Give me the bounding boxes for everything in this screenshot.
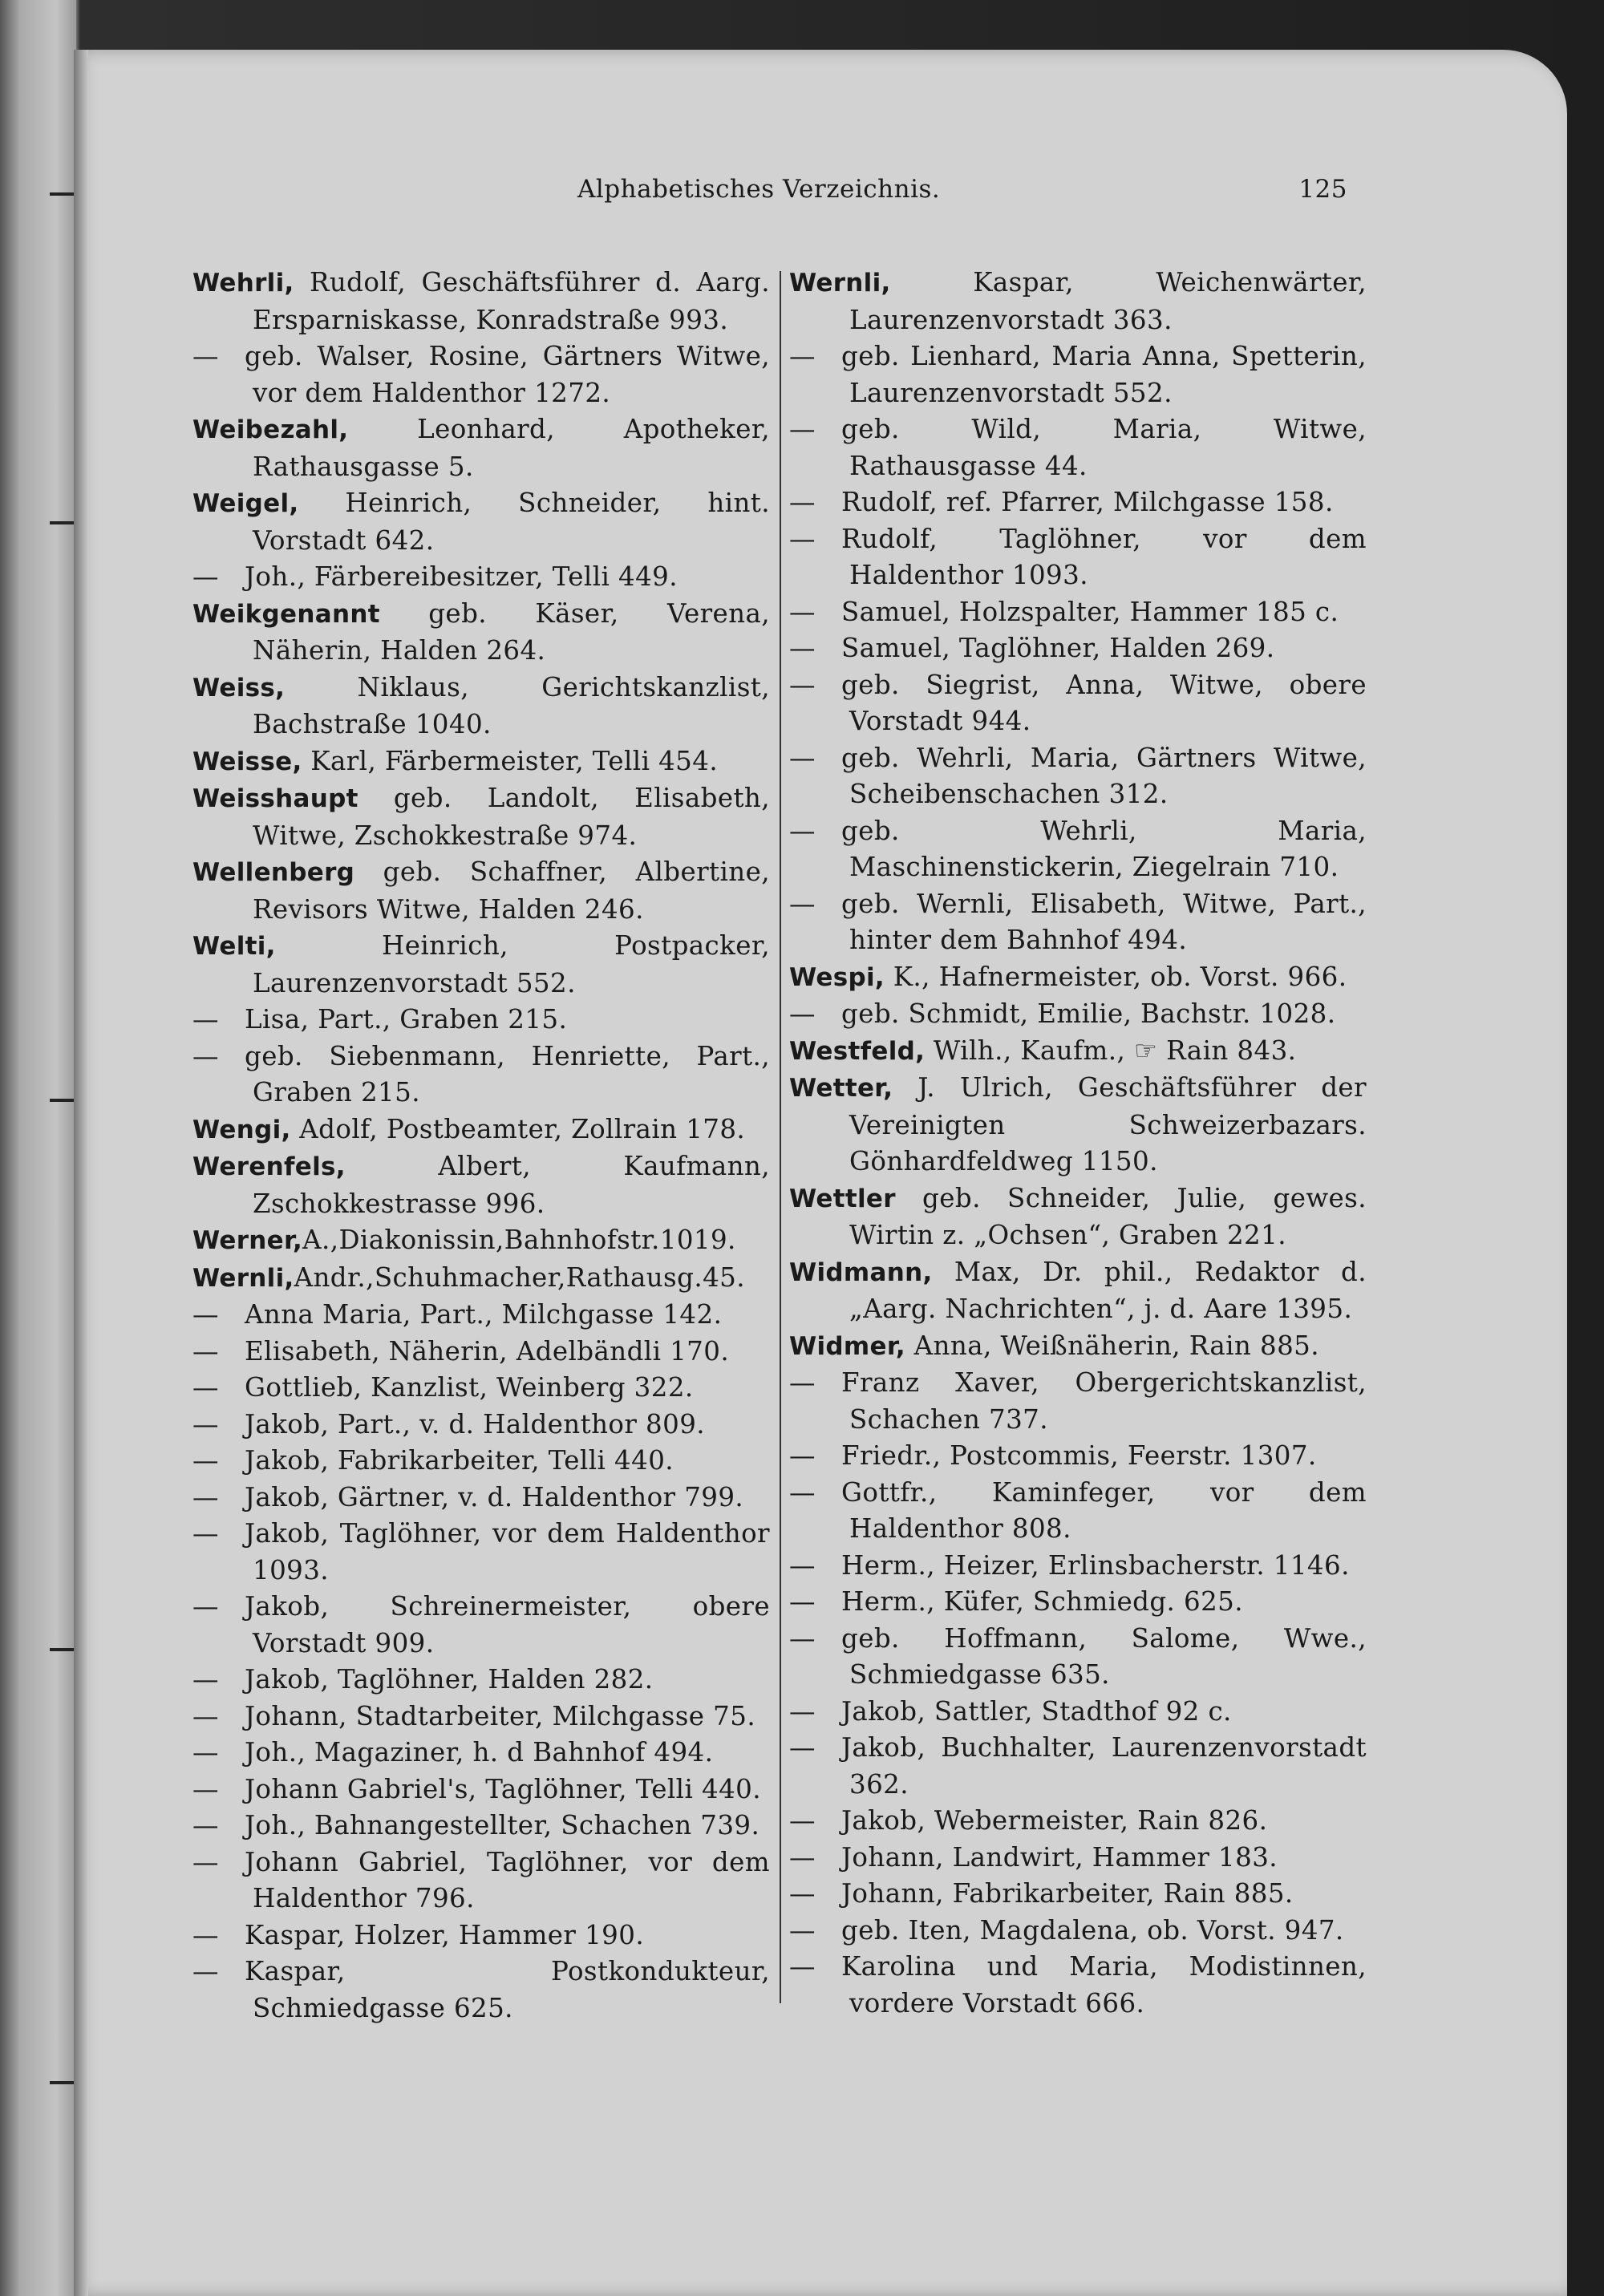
entry-surname: Werenfels, [192,1152,346,1181]
entry-surname: Wengi, [192,1115,291,1144]
entry-details: Jakob, Sattler, Stadthof 92 c. [841,1695,1232,1727]
ditto-dash: — [192,1299,219,1330]
entry-surname: Wehrli, [192,269,294,298]
directory-entry [789,1548,1367,1585]
ditto-dash: — [192,1773,219,1804]
directory-entry [789,1876,1367,1913]
ditto-dash: — [789,1914,816,1946]
entry-surname: Werner, [192,1226,303,1255]
entry-details: Friedr., Postcommis, Feerstr. 1307. [841,1440,1317,1471]
directory-entry [192,1039,770,1112]
entry-details: Jakob, Fabrikarbeiter, Telli 440. [245,1445,674,1476]
entry-details: geb. Lienhard, Maria Anna, Spetterin, Laurenzenvorstadt 552. [841,341,1367,408]
margin-mark [50,1648,74,1651]
entry-details: Karolina und Maria, Modistinnen, vordere Vorstadt 666. [841,1951,1367,2019]
entry-details: geb. Wehrli, Maria, Maschinenstickerin, Ziegelrain 710. [841,815,1367,882]
entry-details: Anna, Weißnäherin, Rain 885. [905,1330,1319,1361]
directory-entry [192,1222,770,1260]
ditto-dash: — [789,815,816,846]
ditto-dash: — [192,1919,219,1950]
ditto-dash: — [192,1445,219,1476]
directory-entry [789,1365,1367,1438]
entry-details: Joh., Bahnangestellter, Schachen 739. [245,1810,760,1840]
entry-details: Jakob, Gärtner, v. d. Haldenthor 799. [245,1481,744,1512]
ditto-dash: — [192,1040,219,1071]
ditto-dash: — [192,1591,219,1622]
entry-details: Samuel, Taglöhner, Halden 269. [841,633,1275,663]
ditto-dash: — [789,742,816,773]
ditto-dash: — [789,1440,816,1471]
entry-surname: Wernli, [789,269,891,298]
ditto-dash: — [789,1878,816,1909]
entry-details: Johann Gabriel's, Taglöhner, Telli 440. [245,1773,761,1804]
entry-surname: Weikgenannt [192,599,380,629]
directory-entry [789,996,1367,1033]
entry-surname: Weiss, [192,673,286,703]
directory-entry [192,1407,770,1444]
entry-details: Kaspar, Holzer, Hammer 190. [245,1919,645,1950]
entry-details: Albert, Kaufmann, Zschokkestrasse 996. [253,1151,770,1219]
directory-entry [192,1589,770,1662]
page-number: 125 [1298,175,1347,204]
entry-details: Andr.,Schuhmacher,Rathausg.45. [294,1261,745,1293]
ditto-dash: — [192,1700,219,1731]
entry-details: geb. Landolt, Elisabeth, Witwe, Zschokkestraße 974. [253,783,770,851]
directory-entry [192,1735,770,1772]
ditto-dash: — [192,1810,219,1840]
directory-entry [789,667,1367,740]
directory-entry [789,959,1367,997]
ditto-dash: — [789,596,816,627]
entry-details: Wilh., Kaufm., ☞ Rain 843. [925,1035,1297,1066]
directory-entry [789,1913,1367,1950]
entry-details: Joh., Färbereibesitzer, Telli 449. [245,561,678,592]
directory-entry [789,1438,1367,1475]
entry-surname: Weibezahl, [192,415,349,444]
ditto-dash: — [192,1846,219,1877]
entry-details: geb. Siebenmann, Henriette, Part., Graben 215. [245,1040,770,1108]
directory-entry [192,1516,770,1589]
directory-entry [192,1844,770,1917]
directory-entry [192,1297,770,1334]
directory-entry [789,594,1367,631]
entry-surname: Wespi, [789,962,885,992]
directory-entry [192,1699,770,1735]
entry-details: geb. Schaffner, Albertine, Revisors Witwe, Halden 246. [253,856,770,925]
directory-entry [789,1803,1367,1840]
ditto-dash: — [789,1476,816,1508]
ditto-dash: — [192,1737,219,1768]
column-divider [780,271,781,2003]
directory-entry [192,743,770,781]
directory-entry [192,338,770,411]
entry-details: geb. Wehrli, Maria, Gärtners Witwe, Scheibenschachen 312. [841,742,1367,809]
directory-entry [789,1584,1367,1621]
ditto-dash: — [192,561,219,592]
ditto-dash: — [789,1695,816,1727]
entry-details: Leonhard, Apotheker, Rathausgasse 5. [253,414,770,482]
directory-entry [192,1148,770,1222]
entry-details: Herm., Heizer, Erlinsbacherstr. 1146. [841,1549,1350,1581]
entry-details: K., Hafnermeister, ob. Vorst. 966. [884,961,1347,992]
ditto-dash: — [789,1367,816,1398]
directory-entry [192,1772,770,1808]
entry-details: Johann Gabriel, Taglöhner, vor dem Haldenthor 796. [245,1846,770,1913]
directory-entry [789,1949,1367,2022]
right-column [789,265,1367,2022]
ditto-dash: — [789,414,816,444]
directory-entry [789,1621,1367,1694]
entry-details: Herm., Küfer, Schmiedg. 625. [841,1586,1243,1617]
ditto-dash: — [192,1956,219,1986]
directory-entry [192,1662,770,1699]
ditto-dash: — [789,1951,816,1982]
directory-entry [192,1917,770,1954]
entry-details: Jakob, Taglöhner, vor dem Haldenthor 1093. [245,1518,770,1585]
entry-details: Rudolf, ref. Pfarrer, Milchgasse 158. [841,487,1334,517]
entry-details: geb. Schmidt, Emilie, Bachstr. 1028. [841,998,1336,1029]
entry-details: Adolf, Postbeamter, Zollrain 178. [290,1113,746,1144]
entry-details: Jakob, Webermeister, Rain 826. [841,1805,1268,1836]
entry-details: Kaspar, Weichenwärter, Laurenzenvorstadt 363. [849,267,1367,335]
left-column [192,265,770,2027]
entry-details: Max, Dr. phil., Redaktor d. „Aarg. Nachrichten“, j. d. Aare 1395. [849,1256,1367,1324]
entry-details: Johann, Stadtarbeiter, Milchgasse 75. [245,1700,756,1731]
entry-details: Kaspar, Postkondukteur, Schmiedgasse 625. [245,1956,770,2023]
entry-details: geb. Käser, Verena, Näherin, Halden 264. [253,597,770,666]
page-binding-shadow [74,50,88,2296]
entry-details: geb. Iten, Magdalena, ob. Vorst. 947. [841,1914,1344,1946]
entry-details: Jakob, Buchhalter, Laurenzenvorstadt 362. [841,1732,1367,1800]
directory-entry [789,1180,1367,1254]
ditto-dash: — [789,523,816,554]
ditto-dash: — [789,669,816,700]
directory-entry [789,740,1367,813]
directory-entry [789,1254,1367,1328]
entry-details: Johann, Landwirt, Hammer 183. [841,1841,1278,1873]
entry-surname: Wellenberg [192,858,355,887]
directory-entry [192,411,770,485]
ditto-dash: — [192,1408,219,1440]
ditto-dash: — [192,1004,219,1035]
entry-details: geb. Schneider, Julie, gewes. Wirtin z. „Ochsen“, Graben 221. [849,1182,1367,1250]
entry-details: Johann, Fabrikarbeiter, Rain 885. [841,1878,1294,1909]
entry-surname: Westfeld, [789,1036,926,1066]
directory-entry [789,1694,1367,1731]
ditto-dash: — [192,341,219,371]
directory-entry [789,813,1367,886]
previous-page-edge [0,0,76,2296]
directory-entry [789,1840,1367,1877]
directory-entry [789,1475,1367,1548]
entry-details: Franz Xaver, Obergerichtskanzlist, Schachen 737. [841,1367,1367,1435]
entry-surname: Weisse, [192,747,302,776]
ditto-dash: — [789,1732,816,1763]
entry-details: A.,Diakonissin,Bahnhofstr.1019. [302,1225,736,1255]
directory-entry [192,854,770,928]
header-title: Alphabetisches Verzeichnis. [577,175,941,204]
directory-entry [192,1334,770,1371]
ditto-dash: — [789,1622,816,1654]
directory-entry [789,1328,1367,1366]
entry-details: Elisabeth, Näherin, Adelbändli 170. [245,1335,730,1367]
entry-surname: Widmann, [789,1257,933,1287]
entry-details: Jakob, Part., v. d. Haldenthor 809. [245,1408,706,1440]
entry-details: Gottlieb, Kanzlist, Weinberg 322. [245,1372,694,1403]
directory-entry [192,1443,770,1480]
directory-entry [789,484,1367,521]
ditto-dash: — [192,1335,219,1367]
directory-entry [789,265,1367,338]
entry-details: geb. Wernli, Elisabeth, Witwe, Part., hinter dem Bahnhof 494. [841,888,1367,955]
margin-mark [50,192,74,196]
directory-entry [192,596,770,670]
directory-entry [192,928,770,1002]
ditto-dash: — [789,341,816,371]
directory-entry [192,559,770,596]
ditto-dash: — [789,888,816,919]
entry-details: Lisa, Part., Graben 215. [245,1004,568,1035]
directory-entry [192,265,770,338]
directory-entry [789,1033,1367,1071]
directory-entry [192,1002,770,1039]
directory-entry [192,670,770,743]
directory-entry [192,1954,770,2027]
entry-details: geb. Siegrist, Anna, Witwe, obere Vorstadt 944. [841,669,1367,736]
directory-entry [789,1730,1367,1803]
margin-mark [50,1099,74,1102]
ditto-dash: — [789,1841,816,1873]
directory-entry [789,411,1367,484]
entry-surname: Wetter, [789,1074,893,1103]
entry-details: Joh., Magaziner, h. d Bahnhof 494. [245,1737,714,1768]
entry-surname: Wernli, [192,1263,294,1293]
ditto-dash: — [192,1372,219,1403]
running-header [192,175,1347,210]
directory-entry [192,780,770,854]
directory-entry [789,338,1367,411]
entry-details: Gottfr., Kaminfeger, vor dem Haldenthor 808. [841,1476,1367,1544]
entry-surname: Widmer, [789,1331,905,1361]
directory-entry [192,485,770,559]
entry-details: Heinrich, Schneider, hint. Vorstadt 642. [253,488,770,556]
entry-surname: Welti, [192,932,276,961]
ditto-dash: — [789,1549,816,1581]
entry-details: Rudolf, Taglöhner, vor dem Haldenthor 1093. [841,523,1367,590]
directory-entry [192,1260,770,1298]
directory-entry [789,630,1367,667]
entry-surname: Weisshaupt [192,784,358,813]
entry-details: Karl, Färbermeister, Telli 454. [302,745,719,776]
directory-entry [789,886,1367,959]
entry-details: Samuel, Holzspalter, Hammer 185 c. [841,596,1339,627]
entry-details: geb. Wild, Maria, Witwe, Rathausgasse 44. [841,414,1367,481]
directory-entry [192,1808,770,1844]
entry-details: Heinrich, Postpacker, Laurenzenvorstadt 552. [253,930,770,998]
entry-details: J. Ulrich, Geschäftsführer der Vereinigten Schweizerbazars. Gönhardfeldweg 1150. [849,1072,1367,1176]
directory-entry [789,1070,1367,1180]
directory-entry [789,521,1367,594]
directory-entry [192,1112,770,1149]
directory-entry [192,1480,770,1516]
entry-details: Niklaus, Gerichtskanzlist, Bachstraße 1040. [253,671,770,739]
entry-details: Rudolf, Geschäftsführer d. Aarg. Ersparniskasse, Konradstraße 993. [253,267,770,335]
ditto-dash: — [192,1664,219,1695]
entry-surname: Weigel, [192,489,299,518]
entry-details: Jakob, Taglöhner, Halden 282. [245,1664,654,1695]
entry-surname: Wettler [789,1184,896,1213]
entry-details: geb. Hoffmann, Salome, Wwe., Schmiedgasse 635. [841,1622,1367,1690]
entry-details: geb. Walser, Rosine, Gärtners Witwe, vor dem Haldenthor 1272. [245,341,770,408]
entry-details: Anna Maria, Part., Milchgasse 142. [245,1299,723,1330]
directory-entry [192,1370,770,1407]
ditto-dash: — [789,1805,816,1836]
ditto-dash: — [789,1586,816,1617]
ditto-dash: — [789,998,816,1029]
ditto-dash: — [192,1481,219,1512]
ditto-dash: — [789,633,816,663]
margin-mark [50,2081,74,2084]
margin-mark [50,521,74,524]
ditto-dash: — [789,487,816,517]
entry-details: Jakob, Schreinermeister, obere Vorstadt 909. [245,1591,770,1658]
ditto-dash: — [192,1518,219,1549]
